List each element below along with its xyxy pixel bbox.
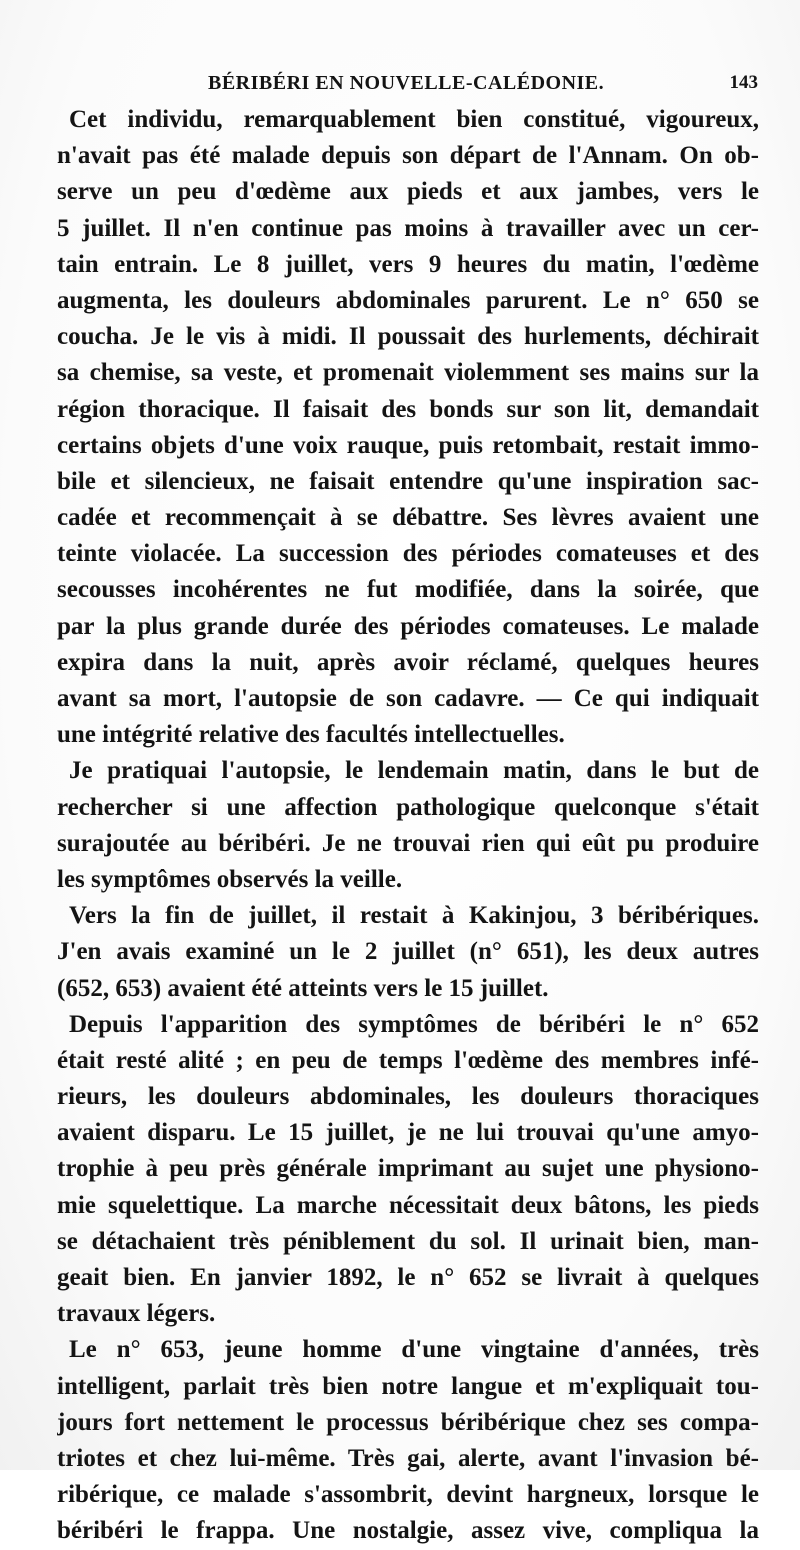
- text-line: jours fort nettement le processus béribérique chez ses compa-: [57, 1408, 759, 1436]
- text-line: travaux légers.: [57, 1300, 216, 1328]
- page-number: 143: [729, 72, 758, 93]
- text-line: rieurs, les douleurs abdominales, les douleurs thoraciques: [57, 1083, 759, 1111]
- text-line: Le n° 653, jeune homme d'une vingtaine d'années, très: [69, 1336, 759, 1364]
- text-line: rechercher si une affection pathologique quelconque s'était: [57, 793, 759, 821]
- text-line: Vers la fin de juillet, il restait à Kakinjou, 3 béribériques.: [69, 902, 759, 930]
- text-line: teinte violacée. La succession des périodes comateuses et des: [57, 540, 759, 568]
- text-line: ribérique, ce malade s'assombrit, devint hargneux, lorsque le: [57, 1481, 759, 1509]
- text-line: par la plus grande durée des périodes comateuses. Le malade: [57, 612, 759, 640]
- body-text: [57, 102, 759, 1550]
- page-header: [58, 62, 758, 102]
- text-line: geait bien. En janvier 1892, le n° 652 se livrait à quelques: [57, 1264, 759, 1291]
- text-line: avant sa mort, l'autopsie de son cadavre. — Ce qui indiquait: [57, 685, 759, 712]
- text-line: (652, 653) avaient été atteints vers le 15 juillet.: [57, 974, 549, 1002]
- text-line: se détachaient très péniblement du sol. Il urinait bien, man-: [57, 1227, 759, 1255]
- text-line: trophie à peu près générale imprimant au sujet une physiono-: [57, 1155, 759, 1183]
- text-line: Cet individu, remarquablement bien constitué, vigoureux,: [69, 106, 759, 133]
- text-line: était resté alité ; en peu de temps l'œdème des membres infé-: [57, 1046, 759, 1074]
- text-line: 5 juillet. Il n'en continue pas moins à travailler avec un cer-: [57, 214, 759, 242]
- text-line: Je pratiquai l'autopsie, le lendemain matin, dans le but de: [69, 757, 759, 785]
- text-line: surajoutée au béribéri. Je ne trouvai rien qui eût pu produire: [57, 829, 759, 857]
- text-line: intelligent, parlait très bien notre langue et m'expliquait tou-: [57, 1372, 759, 1400]
- text-line: une intégrité relative des facultés intellectuelles.: [57, 721, 565, 749]
- text-line: n'avait pas été malade depuis son départ de l'Annam. On ob-: [57, 142, 759, 170]
- text-line: triotes et chez lui-même. Très gai, alerte, avant l'invasion bé-: [57, 1444, 759, 1472]
- text-line: région thoracique. Il faisait des bonds sur son lit, demandait: [57, 395, 759, 423]
- text-line: certains objets d'une voix rauque, puis retombait, restait immo-: [57, 431, 759, 459]
- text-line: avaient disparu. Le 15 juillet, je ne lui trouvai qu'une amyo-: [57, 1119, 759, 1147]
- text-line: sa chemise, sa veste, et promenait violemment ses mains sur la: [57, 359, 759, 387]
- text-line: J'en avais examiné un le 2 juillet (n° 651), les deux autres: [57, 938, 759, 966]
- text-line: Depuis l'apparition des symptômes de béribéri le n° 652: [69, 1010, 759, 1038]
- text-line: bile et silencieux, ne faisait entendre qu'une inspiration sac-: [57, 467, 759, 495]
- text-line: serve un peu d'œdème aux pieds et aux jambes, vers le: [57, 178, 759, 206]
- text-line: augmenta, les douleurs abdominales parurent. Le n° 650 se: [57, 286, 759, 314]
- text-line: tain entrain. Le 8 juillet, vers 9 heures du matin, l'œdème: [57, 250, 759, 278]
- running-head: BÉRIBÉRI EN NOUVELLE-CALÉDONIE.: [208, 72, 605, 94]
- text-line: les symptômes observés la veille.: [57, 865, 403, 893]
- text-line: coucha. Je le vis à midi. Il poussait des hurlements, déchirait: [57, 323, 759, 351]
- text-line: béribéri le frappa. Une nostalgie, assez vive, compliqua la: [57, 1517, 759, 1545]
- text-line: secousses incohérentes ne fut modifiée, dans la soirée, que: [57, 576, 759, 604]
- text-line: cadée et recommençait à se débattre. Ses lèvres avaient une: [57, 504, 759, 532]
- text-line: expira dans la nuit, après avoir réclamé, quelques heures: [57, 648, 759, 676]
- text-line: mie squelettique. La marche nécessitait deux bâtons, les pieds: [57, 1191, 759, 1219]
